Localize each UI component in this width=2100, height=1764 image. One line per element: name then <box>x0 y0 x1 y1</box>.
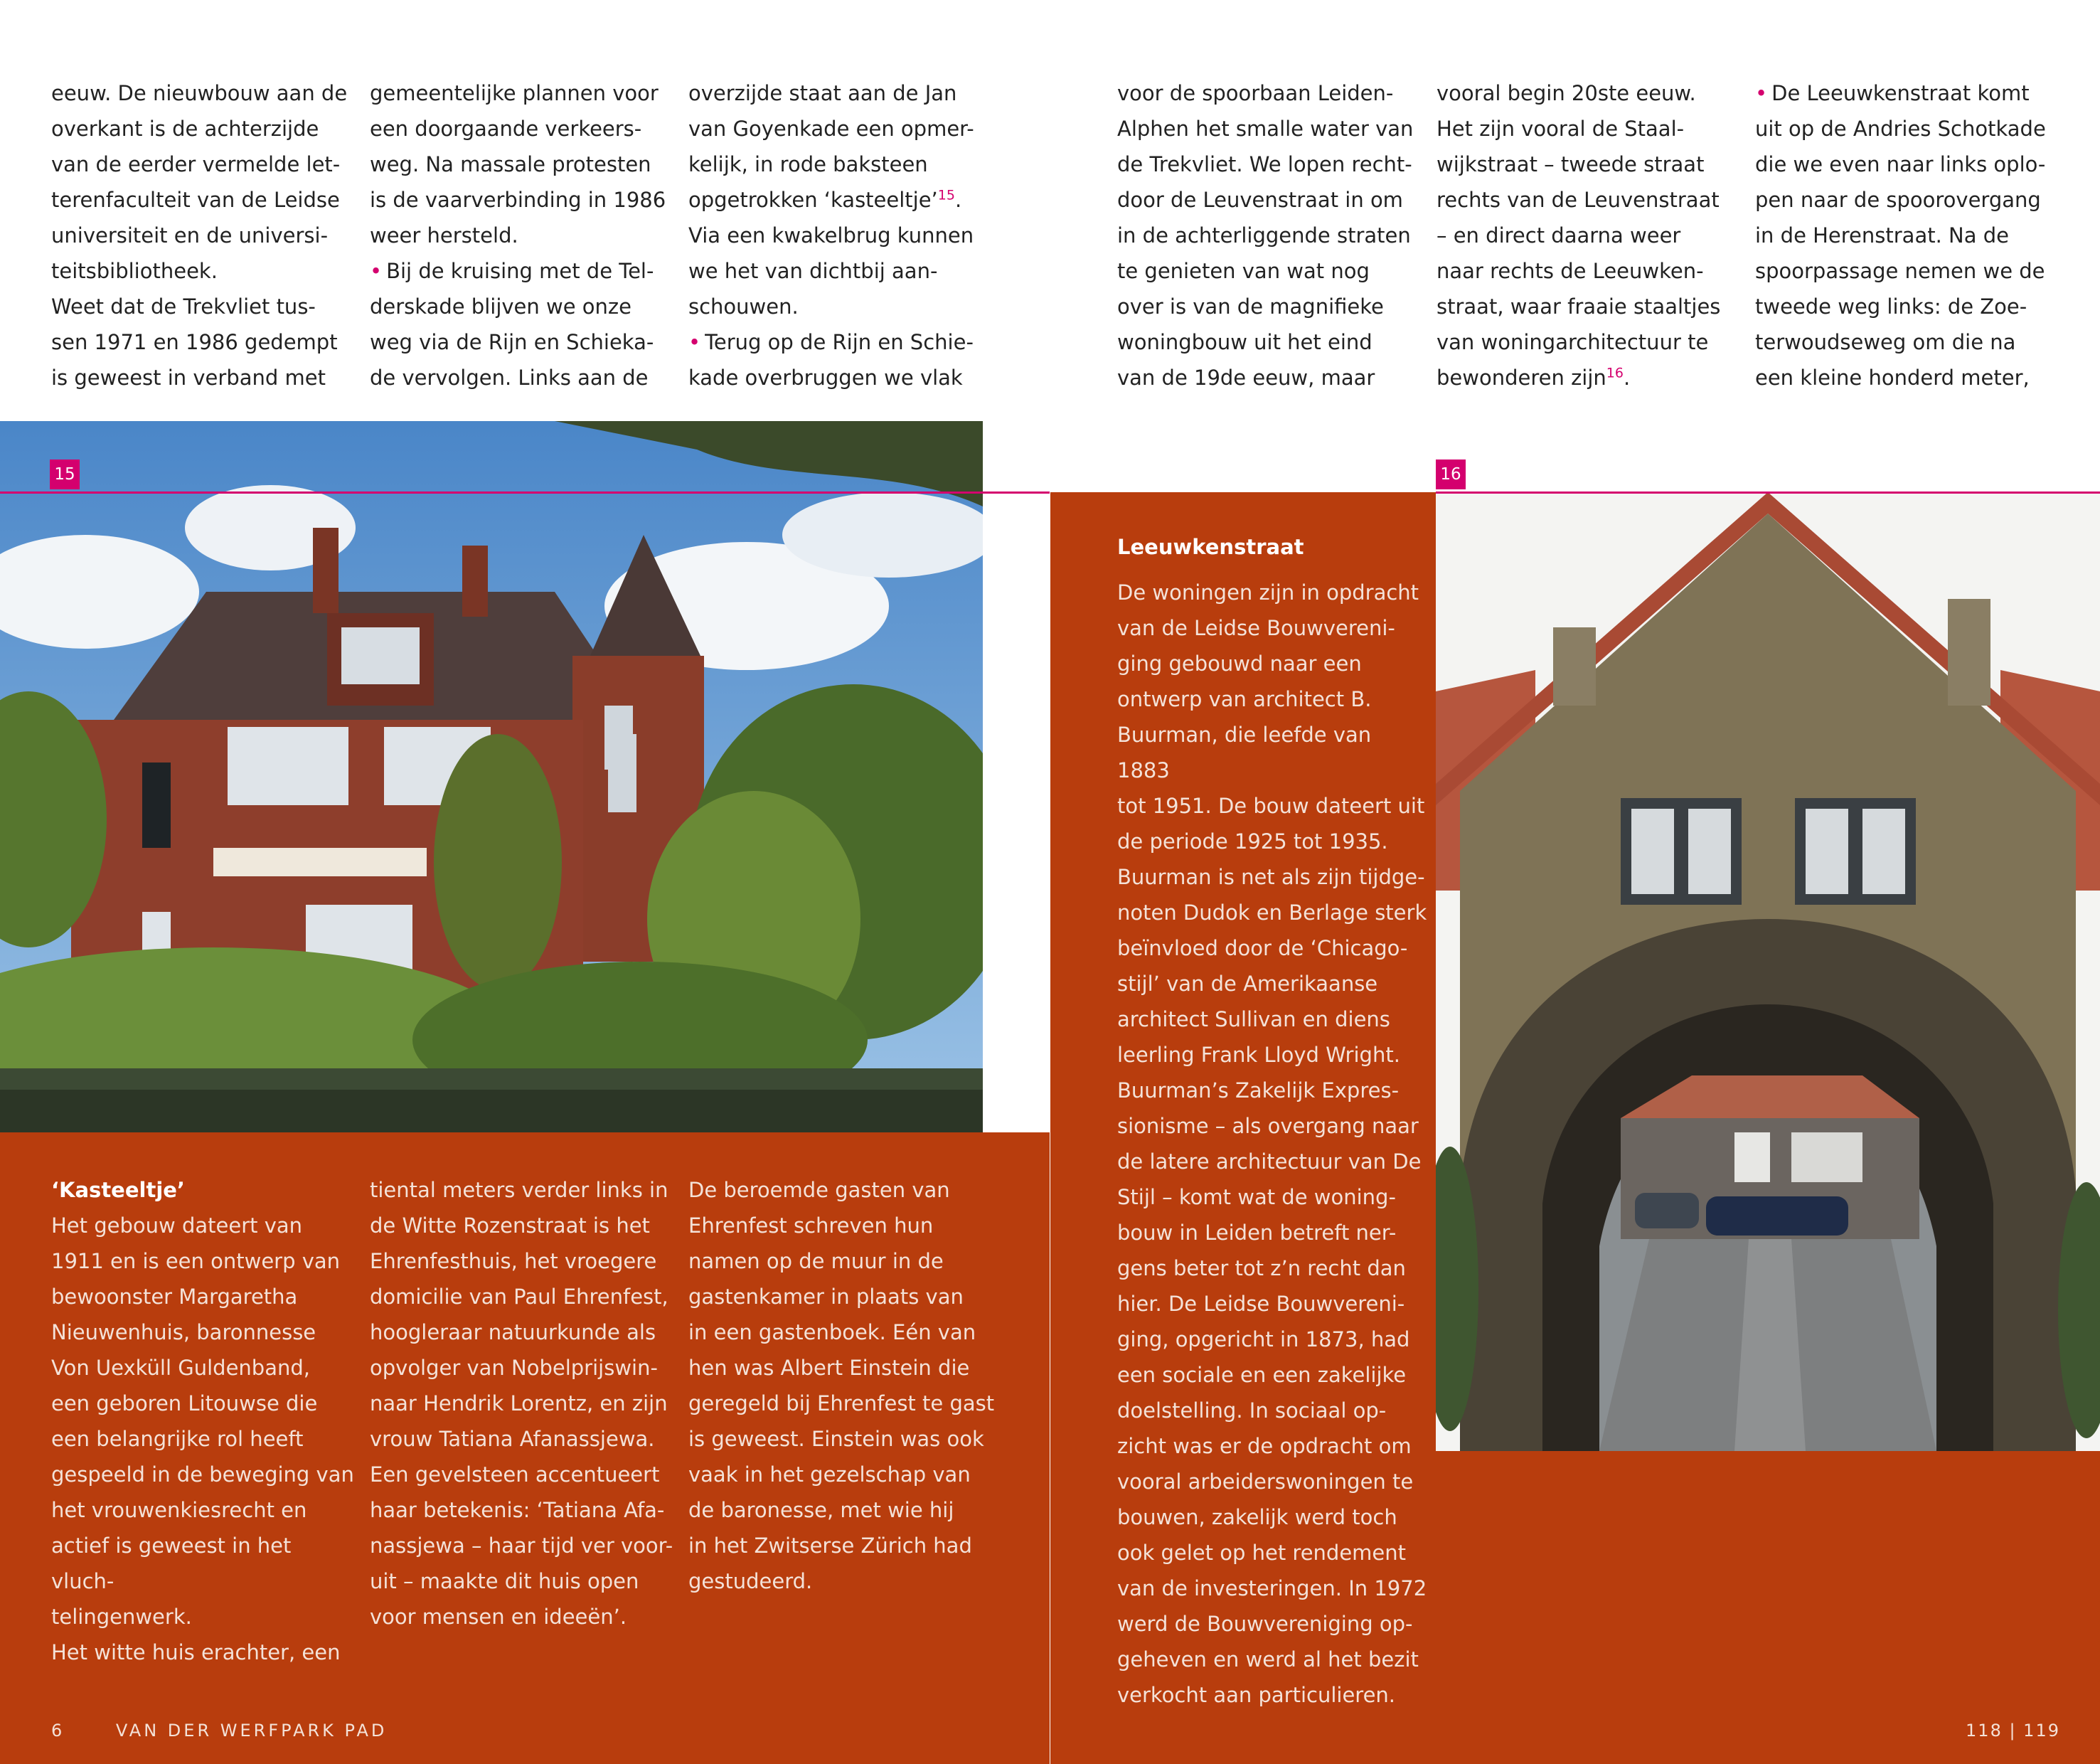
bullet-icon: • <box>688 330 701 354</box>
text-line: is de vaarverbinding in 1986 <box>370 188 666 212</box>
box-line: architect Sullivan en diens <box>1117 1007 1390 1031</box>
text-line: • De Leeuwkenstraat komt <box>1755 81 2030 105</box>
box-line: hoogleraar natuurkunde als <box>370 1320 656 1344</box>
text-line: • Terug op de Rijn en Schie- <box>688 330 974 354</box>
box-line: bewoonster Margaretha <box>51 1285 298 1309</box>
right-text-column-2 <box>1437 75 1742 395</box>
box-line: de Witte Rozenstraat is het <box>370 1213 650 1238</box>
box-line: opvolger van Nobelprijswin- <box>370 1356 658 1380</box>
text-line: Alphen het smalle water van <box>1117 117 1414 141</box>
text-line: weg. Na massale protesten <box>370 152 651 176</box>
text-line: in de achterliggende straten <box>1117 223 1411 248</box>
text-line: kade overbruggen we vlak <box>688 366 963 390</box>
info-box-kasteeltje <box>0 1132 1050 1764</box>
box-line: een geboren Litouwse die <box>51 1391 318 1415</box>
text-segment: opgetrokken ‘kasteeltje’ <box>688 188 938 212</box>
box-line: geregeld bij Ehrenfest te gast <box>688 1391 995 1415</box>
box-line: haar betekenis: ‘Tatiana Afa- <box>370 1498 665 1522</box>
box-line: uit – maakte dit huis open <box>370 1569 639 1593</box>
text-line: • Bij de kruising met de Tel- <box>370 259 654 283</box>
box-line: sionisme – als overgang naar <box>1117 1114 1419 1138</box>
text-line: sen 1971 en 1986 gedempt <box>51 330 338 354</box>
text-line: weer hersteld. <box>370 223 518 248</box>
text-line: schouwen. <box>688 294 799 319</box>
text-line: rechts van de Leuvenstraat <box>1437 188 1720 212</box>
box-line: ging gebouwd naar een <box>1117 652 1362 676</box>
box-line: Stijl – komt wat de woning- <box>1117 1185 1396 1209</box>
text-line: de Trekvliet. We lopen recht- <box>1117 152 1412 176</box>
box-line: hier. De Leidse Bouwvereni- <box>1117 1292 1405 1316</box>
box-line: geheven en werd al het bezit <box>1117 1647 1419 1672</box>
text-line: overzijde staat aan de Jan <box>688 81 957 105</box>
box-line: Het gebouw dateert van <box>51 1213 303 1238</box>
box-line: tiental meters verder links in <box>370 1178 668 1202</box>
box-line: gespeeld in de beweging van <box>51 1462 354 1487</box>
box-line: een belangrijke rol heeft <box>51 1427 304 1451</box>
running-title: VAN DER WERFPARK PAD <box>115 1721 388 1741</box>
text-line: straat, waar fraaie staaltjes <box>1437 294 1721 319</box>
text-line: de vervolgen. Links aan de <box>370 366 649 390</box>
photo-number-badge: 16 <box>1436 459 1466 489</box>
right-text-column-1 <box>1117 75 1423 395</box>
box-line: vaak in het gezelschap van <box>688 1462 971 1487</box>
left-text-column-2 <box>370 75 676 395</box>
box-line: nassjewa – haar tijd ver voor- <box>370 1534 673 1558</box>
box-line: De woningen zijn in opdracht <box>1117 580 1419 605</box>
box-heading: ‘Kasteeltje’ <box>51 1178 185 1202</box>
accent-line <box>1436 492 2100 494</box>
text-line: teitsbibliotheek. <box>51 259 218 283</box>
box-line: vooral arbeiderswoningen te <box>1117 1470 1414 1494</box>
text-line: een kleine honderd meter, <box>1755 366 2030 390</box>
box-line: verkocht aan particulieren. <box>1117 1683 1396 1707</box>
box-line: telingenwerk. <box>51 1605 192 1629</box>
text-line: te genieten van wat nog <box>1117 259 1370 283</box>
box-line: in het Zwitserse Zürich had <box>688 1534 972 1558</box>
text-line: terenfaculteit van de Leidse <box>51 188 340 212</box>
box-column-2 <box>370 1172 683 1635</box>
castle-villa-photo-icon <box>0 421 983 1132</box>
text-line-with-ref: opgetrokken ‘kasteeltje’$^{15}$. <box>688 187 962 212</box>
box-line: actief is geweest in het vluch- <box>51 1534 292 1593</box>
box-line: Von Uexküll Guldenband, <box>51 1356 310 1380</box>
text-line: – en direct daarna weer <box>1437 223 1681 248</box>
box-column-3 <box>688 1172 1001 1599</box>
box-line: gastenkamer in plaats van <box>688 1285 964 1309</box>
footnote-ref-16[interactable]: 16 <box>1606 365 1624 381</box>
box-line: Nieuwenhuis, baronnesse <box>51 1320 316 1344</box>
text-line: van Goyenkade een opmer- <box>688 117 974 141</box>
box-line: Het witte huis erachter, een <box>51 1640 341 1664</box>
box-line: Buurman’s Zakelijk Expres- <box>1117 1078 1400 1102</box>
text-line: overkant is de achterzijde <box>51 117 319 141</box>
text-line-with-ref: bewonderen zijn$^{16}$. <box>1437 365 1631 390</box>
text-line: terwoudseweg om die na <box>1755 330 2016 354</box>
text-line: door de Leuvenstraat in om <box>1117 188 1403 212</box>
text-line: eeuw. De nieuwbouw aan de <box>51 81 348 105</box>
box-line: een sociale en een zakelijke <box>1117 1363 1407 1387</box>
text-line: over is van de magnifieke <box>1117 294 1384 319</box>
footnote-ref-15[interactable]: 15 <box>937 187 955 203</box>
box-line: in een gastenboek. Eén van <box>688 1320 976 1344</box>
box-line: naar Hendrik Lorentz, en zijn <box>370 1391 668 1415</box>
box-line: De beroemde gasten van <box>688 1178 950 1202</box>
box-line: domicilie van Paul Ehrenfest, <box>370 1285 668 1309</box>
text-line: pen naar de spoorovergang <box>1755 188 2041 212</box>
box-line: ontwerp van architect B. <box>1117 687 1372 711</box>
box-line: gestudeerd. <box>688 1569 813 1593</box>
box-line: bouw in Leiden betreft ner- <box>1117 1221 1397 1245</box>
footer-right <box>1966 1716 2060 1745</box>
box-line: ging, opgericht in 1873, had <box>1117 1327 1410 1351</box>
left-text-column-1 <box>51 75 357 395</box>
right-text-column-3 <box>1755 75 2061 395</box>
box-line: gens beter tot z’n recht dan <box>1117 1256 1406 1280</box>
box-line: werd de Bouwvereniging op- <box>1117 1612 1413 1636</box>
text-line: uit op de Andries Schotkade <box>1755 117 2046 141</box>
page-number: 6 <box>51 1721 65 1741</box>
box-line: 1911 en is een ontwerp van <box>51 1249 341 1273</box>
text-line: derskade blijven we onze <box>370 294 631 319</box>
box-line: het vrouwenkiesrecht en <box>51 1498 307 1522</box>
text-line: spoorpassage nemen we de <box>1755 259 2045 283</box>
box-line: namen op de muur in de <box>688 1249 944 1273</box>
box-line: ook gelet op het rendement <box>1117 1541 1407 1565</box>
text-line: van de eerder vermelde let- <box>51 152 341 176</box>
page-numbers: 118 | 119 <box>1966 1721 2060 1741</box>
box-line: van de Leidse Bouwvereni- <box>1117 616 1395 640</box>
bullet-icon: • <box>1755 81 1768 105</box>
box-column-1 <box>51 1172 357 1670</box>
box-line: stijl’ van de Amerikaanse <box>1117 972 1378 996</box>
accent-line <box>0 492 1050 494</box>
box-line: tot 1951. De bouw dateert uit <box>1117 794 1425 818</box>
text-line: is geweest in verband met <box>51 366 326 390</box>
box-line: de baronesse, met wie hij <box>688 1498 954 1522</box>
text-line: naar rechts de Leeuwken- <box>1437 259 1704 283</box>
text-line: een doorgaande verkeers- <box>370 117 642 141</box>
box-line: Buurman is net als zijn tijdge- <box>1117 865 1425 889</box>
box-line: leerling Frank Lloyd Wright. <box>1117 1043 1400 1067</box>
box-line: Buurman, die leefde van 1883 <box>1117 723 1372 782</box>
bullet-icon: • <box>370 259 383 283</box>
box-line: doelstelling. In sociaal op- <box>1117 1398 1387 1423</box>
text-line: vooral begin 20ste eeuw. <box>1437 81 1696 105</box>
box-line: noten Dudok en Berlage sterk <box>1117 900 1427 925</box>
box-line: Ehrenfest schreven hun <box>688 1213 934 1238</box>
text-segment: bewonderen zijn <box>1437 366 1606 390</box>
box-heading: Leeuwkenstraat <box>1117 535 1304 559</box>
text-line: we het van dichtbij aan- <box>688 259 938 283</box>
photo-leeuwkenstraat <box>1436 492 2100 1451</box>
text-line: woningbouw uit het eind <box>1117 330 1373 354</box>
text-line: kelijk, in rode baksteen <box>688 152 928 176</box>
text-line: voor de spoorbaan Leiden- <box>1117 81 1394 105</box>
box-line: de latere architectuur van De <box>1117 1149 1422 1174</box>
text-line: Het zijn vooral de Staal- <box>1437 117 1685 141</box>
box-line: Een gevelsteen accentueert <box>370 1462 660 1487</box>
box-line: van de investeringen. In 1972 <box>1117 1576 1427 1600</box>
text-line: Weet dat de Trekvliet tus- <box>51 294 316 319</box>
box-line: zicht was er de opdracht om <box>1117 1434 1412 1458</box>
text-line: in de Herenstraat. Na de <box>1755 223 2009 248</box>
photo-number-badge: 15 <box>50 459 80 489</box>
left-text-column-3 <box>688 75 994 395</box>
box-column-leeuwkenstraat <box>1117 529 1430 1713</box>
box-line: de periode 1925 tot 1935. <box>1117 829 1388 854</box>
text-line: tweede weg links: de Zoe- <box>1755 294 2027 319</box>
box-line: voor mensen en ideeën’. <box>370 1605 627 1629</box>
photo-kasteeltje <box>0 421 983 1132</box>
box-line: vrouw Tatiana Afanassjewa. <box>370 1427 655 1451</box>
box-line: bouwen, zakelijk werd toch <box>1117 1505 1397 1529</box>
text-line: wijkstraat – tweede straat <box>1437 152 1705 176</box>
box-line: is geweest. Einstein was ook <box>688 1427 984 1451</box>
text-line: universiteit en de universi- <box>51 223 329 248</box>
text-line: van de 19de eeuw, maar <box>1117 366 1375 390</box>
text-line: gemeentelijke plannen voor <box>370 81 659 105</box>
text-line: Via een kwakelbrug kunnen <box>688 223 974 248</box>
text-line: die we even naar links oplo- <box>1755 152 2046 176</box>
text-line: weg via de Rijn en Schieka- <box>370 330 654 354</box>
box-line: beïnvloed door de ‘Chicago- <box>1117 936 1408 960</box>
brick-archway-photo-icon <box>1436 492 2100 1451</box>
box-line: Ehrenfesthuis, het vroegere <box>370 1249 657 1273</box>
footer-left <box>51 1716 387 1745</box>
text-line: van woningarchitectuur te <box>1437 330 1709 354</box>
box-line: hen was Albert Einstein die <box>688 1356 970 1380</box>
right-page <box>1050 0 2100 1764</box>
